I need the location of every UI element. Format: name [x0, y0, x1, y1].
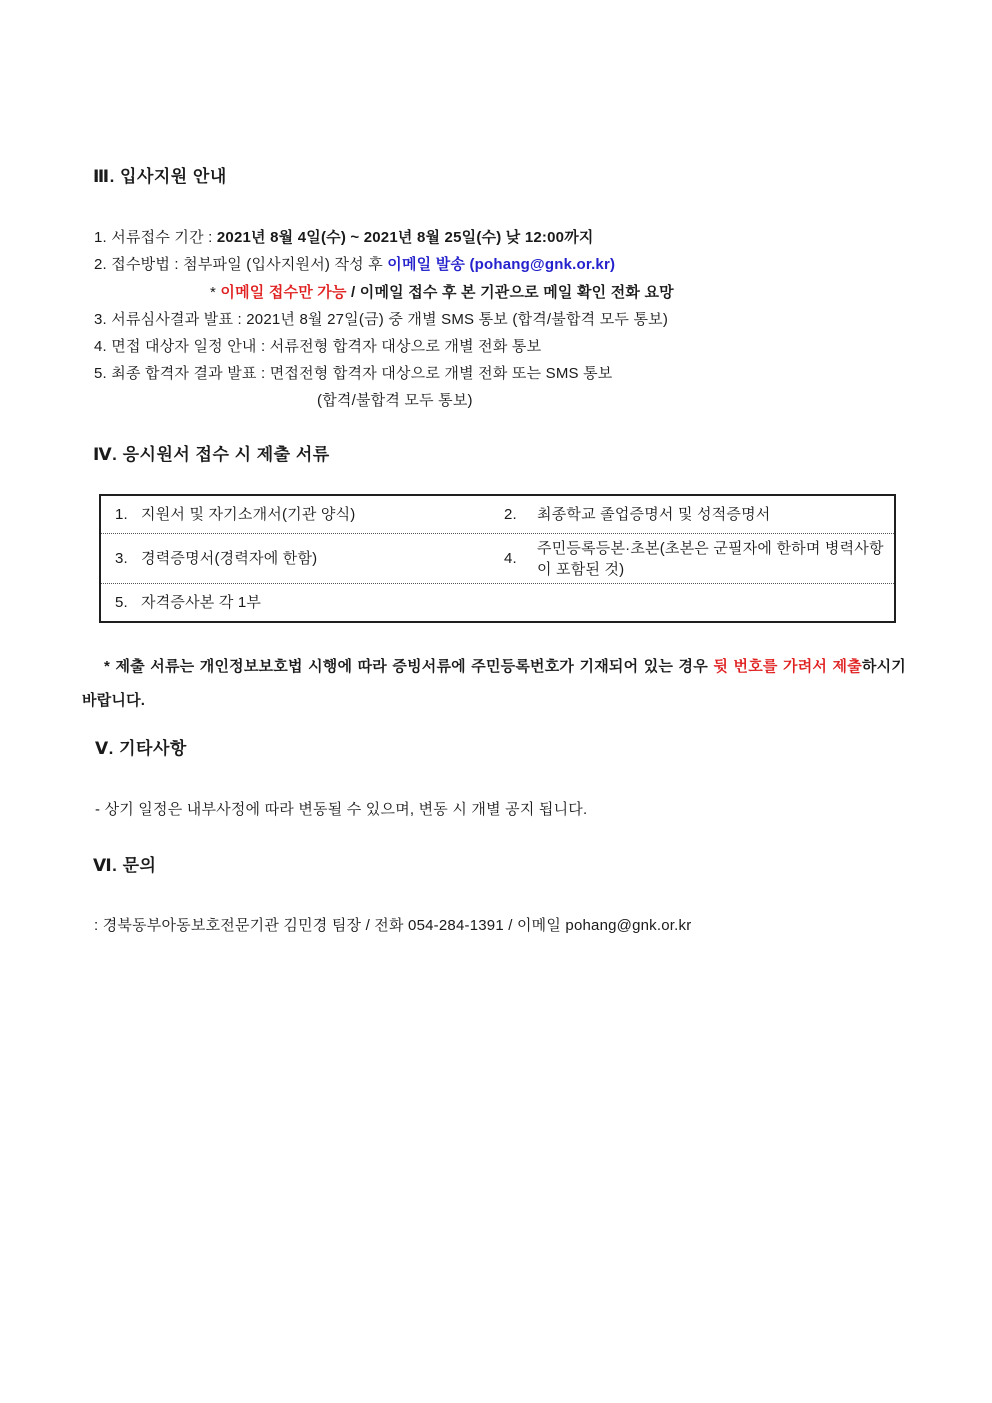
section-6-content: : 경북동부아동보호전문기관 김민경 팀장 / 전화 054-284-1391 / 이메일 pohang@gnk.or.kr	[94, 917, 692, 934]
row-2-right-text: 주민등록등본·초본(초본은 군필자에 한하며 병력사항이 포함된 것)	[537, 539, 884, 578]
section-3-heading: Ⅲ. 입사지원 안내	[93, 167, 227, 186]
table-row	[101, 533, 894, 583]
privacy-note-text-2: 하시기 바랍니다.	[82, 658, 906, 709]
table-row	[101, 496, 894, 533]
item-1-period: 2021년 8월 4일(수) ~ 2021년 8월 25일(수) 낮 12:00까지	[216, 229, 594, 246]
table-row	[101, 583, 894, 621]
section-6-heading: Ⅵ. 문의	[93, 856, 157, 875]
list-item-2	[94, 253, 615, 274]
item-2-prefix: 2. 접수방법 : 첨부파일 (입사지원서) 작성 후	[94, 256, 388, 273]
row-2-right-number: 4.	[504, 550, 517, 567]
row-3-left-number: 5.	[115, 594, 128, 611]
row-1-right-text: 최종학교 졸업증명서 및 성적증명서	[537, 506, 771, 523]
list-item-3: 3. 서류심사결과 발표 : 2021년 8월 27일(금) 중 개별 SMS 통보 (합격/불합격 모두 통보)	[94, 311, 669, 328]
section-5-heading: Ⅴ. 기타사항	[95, 739, 187, 758]
list-item-2-note	[210, 281, 674, 302]
list-item-5-continuation: (합격/불합격 모두 통보)	[317, 392, 473, 409]
note-call-request: 이메일 접수 후 본 기관으로 메일 확인 전화 요망	[359, 284, 674, 301]
note-email-only: 이메일 접수만 가능	[220, 284, 347, 301]
section-5-content: - 상기 일정은 내부사정에 따라 변동될 수 있으며, 변동 시 개별 공지 됩니다.	[95, 801, 588, 818]
documents-table	[99, 494, 896, 623]
note-separator: /	[346, 284, 360, 301]
note-star: *	[210, 284, 221, 301]
item-1-prefix: 1. 서류접수 기간 :	[94, 229, 217, 246]
row-1-right-number: 2.	[504, 506, 517, 523]
row-3-left-text: 자격증사본 각 1부	[141, 594, 262, 611]
list-item-5: 5. 최종 합격자 결과 발표 : 면접전형 합격자 대상으로 개별 전화 또는 SMS 통보	[94, 365, 613, 382]
row-1-left-text: 지원서 및 자기소개서(기관 양식)	[141, 506, 356, 523]
row-2-left-number: 3.	[115, 550, 128, 567]
list-item-4: 4. 면접 대상자 일정 안내 : 서류전형 합격자 대상으로 개별 전화 통보	[94, 338, 542, 355]
list-item-1	[94, 226, 594, 247]
item-2-email-label: 이메일 발송	[387, 256, 470, 273]
privacy-note-text-1: * 제출 서류는 개인정보보호법 시행에 따라 증빙서류에 주민등록번호가 기재되어 있는 경우	[104, 658, 714, 675]
row-1-left-number: 1.	[115, 506, 128, 523]
item-2-email-address: (pohang@gnk.or.kr)	[469, 256, 616, 273]
privacy-note	[82, 650, 906, 718]
privacy-note-red: 뒷 번호를 가려서 제출	[713, 658, 862, 675]
section-4-heading: Ⅳ. 응시원서 접수 시 제출 서류	[93, 445, 330, 464]
row-2-left-text: 경력증명서(경력자에 한함)	[141, 550, 318, 567]
